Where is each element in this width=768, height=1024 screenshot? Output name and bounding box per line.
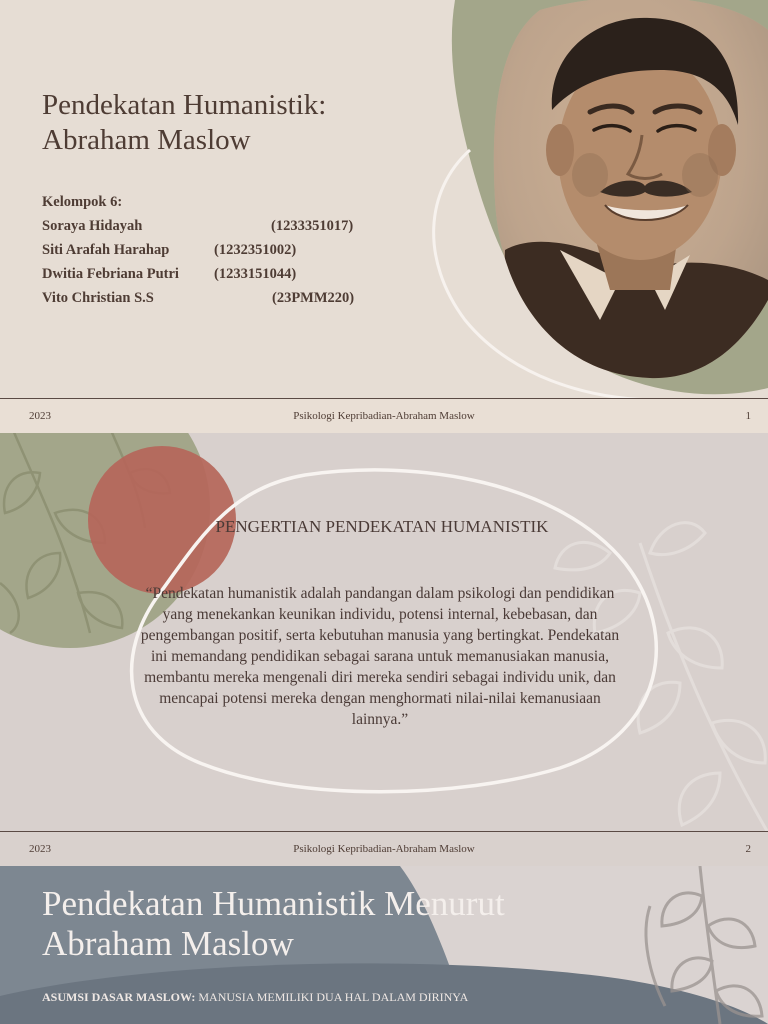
footer-course-title: Psikologi Kepribadian-Abraham Maslow <box>293 410 475 422</box>
member-row <box>42 286 372 310</box>
footer-year: 2023 <box>29 843 51 855</box>
slide-3-subtitle <box>42 990 468 1005</box>
slide-3 <box>0 866 768 1024</box>
slide-3-title-line-1: Pendekatan Humanistik Menurut <box>42 884 505 923</box>
footer-year: 2023 <box>29 410 51 422</box>
footer-course-title: Psikologi Kepribadian-Abraham Maslow <box>293 843 475 855</box>
member-id: (1233151044) <box>214 266 297 282</box>
member-id: (23PMM220) <box>272 290 355 306</box>
slide-3-title-line-2: Abraham Maslow <box>42 924 294 963</box>
slide-1-title <box>42 88 326 158</box>
member-row <box>42 262 372 286</box>
member-row <box>42 238 372 262</box>
member-row <box>42 214 372 238</box>
member-name: Soraya Hidayah <box>42 218 143 234</box>
slide-1-title-line-2: Abraham Maslow <box>42 124 251 156</box>
member-name: Vito Christian S.S <box>42 290 154 306</box>
member-name: Siti Arafah Harahap <box>42 242 170 258</box>
subtitle-rest-part: MANUSIA MEMILIKI DUA HAL DALAM DIRINYA <box>195 990 469 1004</box>
footer-page-number: 2 <box>745 843 751 855</box>
member-name: Dwitia Febriana Putri <box>42 266 179 282</box>
footer-page-number: 1 <box>745 410 751 422</box>
slide-2-footer <box>0 831 768 866</box>
maslow-portrait-photo <box>480 0 768 400</box>
slide-1-footer <box>0 398 768 433</box>
group-members <box>42 190 372 310</box>
slide-1 <box>0 0 768 433</box>
subtitle-bold-part: ASUMSI DASAR MASLOW: <box>42 990 196 1004</box>
member-id: (1233351017) <box>271 218 354 234</box>
slide-2 <box>0 433 768 866</box>
slide-2-definition-quote: “Pendekatan humanistik adalah pandangan dalam psikologi dan pendidikan yang menekankan keunikan individu, potensi internal, kebebasan, dan pengembangan positif, serta kebutuhan manusia yang bertingkat. Pendekatan ini memandang pendidikan sebagai sarana untuk memanusiakan manusia, membantu mereka mengenali diri mereka sendiri sebagai individu unik, dan mencapai potensi mereka dengan menghormati nilai-nilai kemanusiaan lainnya.” <box>140 585 620 728</box>
member-id: (1232351002) <box>214 242 297 258</box>
slide-2-heading: PENGERTIAN PENDEKATAN HUMANISTIK <box>215 517 549 536</box>
slide-3-title <box>42 884 505 964</box>
group-label: Kelompok 6: <box>42 194 123 210</box>
slide-1-title-line-1: Pendekatan Humanistik: <box>42 89 327 121</box>
